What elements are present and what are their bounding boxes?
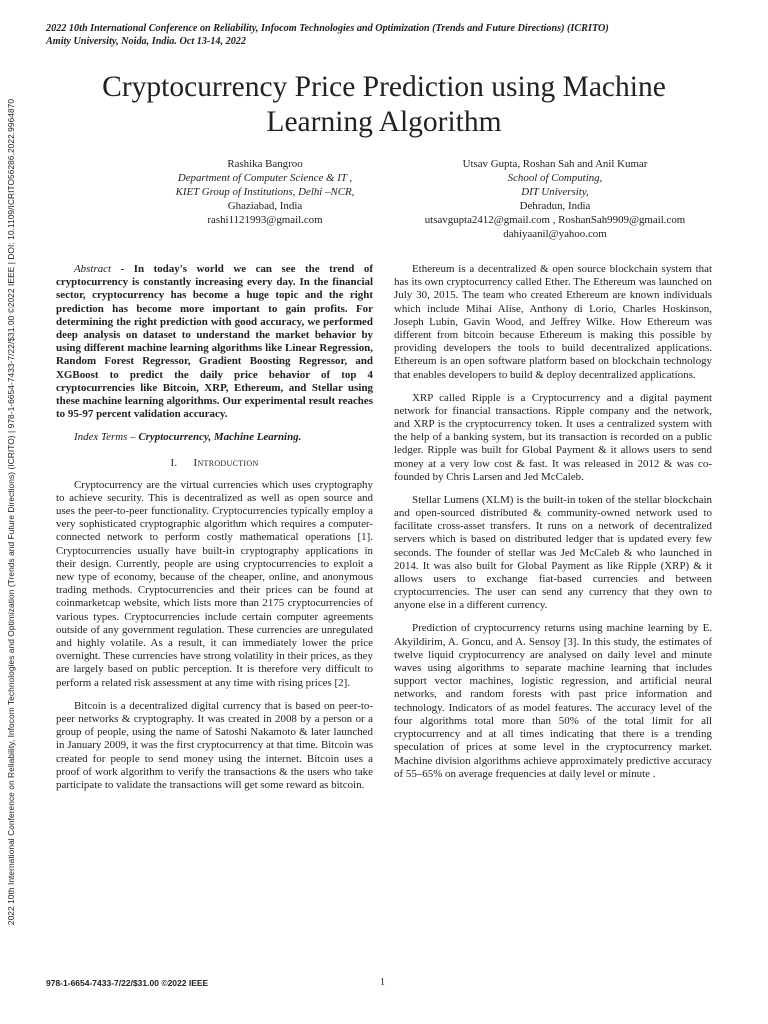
abstract-text: - In today's world we can see the trend of cryptocurrency is constantly increasing every day. In the financial sector, cryptocurrency has become a huge topic and the right prediction has become more important to gain profits. For determining the right prediction with good accuracy, we performed deep analysis on dataset to understand the market behavior by using different machine learning algorithms like Linear Regression, Random Forest Regressor, Gradient Boosting Regressor, and XGBoost to predict the daily price behavior of top 4 cryptocurrencies like Bitcoin, XRP, Ethereum, and Stellar using these machine learning algorithms. Our experimental result reaches to 95-97 percent validation accuracy.: [56, 263, 373, 421]
author-email: rashi1121993@gmail.com: [207, 214, 323, 226]
index-terms: [56, 431, 373, 444]
doi-sidebar-text: 2022 10th International Conference on Reliability, Infocom Technologies and Optimization (Trends and Future Directions) (ICRITO) | 978-1-6654-7433-7/22/$31.00 ©2022 IEEE | DOI: 10.1109/ICRITO56286.2022.9964870: [6, 98, 16, 926]
author-location: Dehradun, India: [519, 200, 591, 212]
right-column: [394, 263, 712, 791]
section-heading: [56, 457, 373, 470]
paragraph: Cryptocurrency are the virtual currencies which uses cryptography to achieve security. This is decentralized as well as open source and uses the peer-to-peer functionality. Cryptocurrencies typically employ a very sophisticated cryptographic algorithm which requires a computer-connected network to perform costly mathematical operations [1]. Cryptocurrencies usually have built-in cryptography applications in their design. Currently, people are using cryptocurrencies to exploit a new type of economy, because of the cheaper, online, and anonymous trading methods. Cryptocurrencies and their prices can be found at coinmarketcap website, which lists more than 2175 cryptocurrencies of various types. Cryptocurrencies include certain computer agreements outside of any government regulation. These currencies are unregulated and highly volatile. As a result, it can immediately lower the price overnight. These currencies have strong volatility in their prices, as they are largely based on public perception. It is therefore very difficult to perform a related risk assessment at any time with rising prices [2].: [56, 478, 373, 689]
paper-title: Cryptocurrency Price Prediction using Machine Learning Algorithm: [102, 71, 666, 138]
paragraph: Prediction of cryptocurrency returns using machine learning by E. Akyildirim, A. Goncu, and A. Sensoy [3]. In this study, the estimates of twelve liquid cryptocurrency are analysed on daily level and minute waves using algorithms to separate machine learning that includes support vector machines, logistic regression, and artificial neural networks, and random forests with past price information and technology. Indicators of as model features. The accuracy level of the four algorithms total more than 50% of the total limit for all cryptocurrency and at all times indicating that there is a trending speculation of prices at some level in the cryptocurrency market. Machine division algorithms achieve approximately predictive accuracy of 55–65% on average frequencies at daily level or minute .: [394, 622, 712, 780]
author-department: School of Computing,: [507, 172, 603, 184]
conference-line-1: 2022 10th International Conference on Reliability, Infocom Technologies and Optimization (Trends and Future Directions) (ICRITO): [46, 23, 609, 34]
paragraph: Stellar Lumens (XLM) is the built-in token of the stellar blockchain and open-sourced distributed & community-owned network used to facilitate cross-asset transfers. It runs on a network of decentralized servers which is based on distributed ledger that is updated every few seconds. The founder of stellar was Jed McCaleb & who launched in 2014. It was also built for Global Payment as like Ripple (XRP) & it allows users to exchange fiat-based currencies and between cryptocurrencies. The user can send any currency that they own to anyone else in a different currency.: [394, 493, 712, 612]
abstract: [56, 263, 373, 421]
author-name: Rashika Bangroo: [227, 158, 303, 170]
left-column: [56, 263, 373, 802]
author-email: utsavgupta2412@gmail.com , RoshanSah9909@gmail.com: [424, 214, 686, 226]
author-department: Department of Computer Science & IT ,: [177, 172, 353, 184]
author-email-2: dahiyaanil@yahoo.com: [503, 228, 607, 240]
author-institution: DIT University,: [521, 186, 589, 198]
abstract-label: Abstract: [74, 263, 112, 275]
index-terms-label: Index Terms –: [74, 431, 136, 444]
author-location: Ghaziabad, India: [227, 200, 303, 212]
section-number: I.: [170, 457, 178, 470]
index-terms-text: Cryptocurrency, Machine Learning.: [135, 431, 302, 444]
author-name: Utsav Gupta, Roshan Sah and Anil Kumar: [462, 158, 648, 170]
paragraph: Bitcoin is a decentralized digital currency that is based on peer-to-peer networks & cryptography. It was created in 2008 by a person or a group of people, using the name of Satoshi Nakamoto & later launched in January 2009, it was the first cryptocurrency at that time. Bitcoin was created for people to send money using the internet. Bitcoin uses a proof of work algorithm to verify the transactions & the users who take participate to validate the transactions will get some reward as bitcoin.: [56, 699, 373, 791]
conference-header: [46, 22, 706, 48]
footer-isbn: 978-1-6654-7433-7/22/$31.00 ©2022 IEEE: [46, 978, 209, 988]
page-number: 1: [380, 977, 385, 988]
author-institution: KIET Group of Institutions, Delhi –NCR,: [175, 186, 355, 198]
doi-sidebar: [2, 0, 20, 1024]
author-block-2: [362, 157, 748, 241]
paragraph: XRP called Ripple is a Cryptocurrency and a digital payment network for financial transactions. Ripple company and the network, and XRP is the cryptocurrency token. It uses a centralized system with the help of a banking system, but its transaction is recorded on a public ledger. Ripple was built for Global Payment & it allows users to send money at a very low cost & fast. It was released in 2012 & was co-founded by Chris Larsen and Jed McCaleb.: [394, 391, 712, 483]
conference-line-2: Amity University, Noida, India. Oct 13-14, 2022: [46, 36, 246, 47]
section-title: Introduction: [193, 457, 259, 470]
paragraph: Ethereum is a decentralized & open source blockchain system that has its own cryptocurrency called Ether. The Ethereum was launched on July 30, 2015. The team who created Ethereum are known individuals which include Mihai Alise, Anthony di Lorio, Charles Hoskinson, Joseph Lubin, Gavin Wood, and Jeffrey Wilke. How Ethereum was different from bitcoin because Ethereum is making this possible by providing developers the tools to build decentralized applications. Ethereum is an open software platform based on blockchain technology that enables developers to build & deploy decentralized applications.: [394, 263, 712, 381]
